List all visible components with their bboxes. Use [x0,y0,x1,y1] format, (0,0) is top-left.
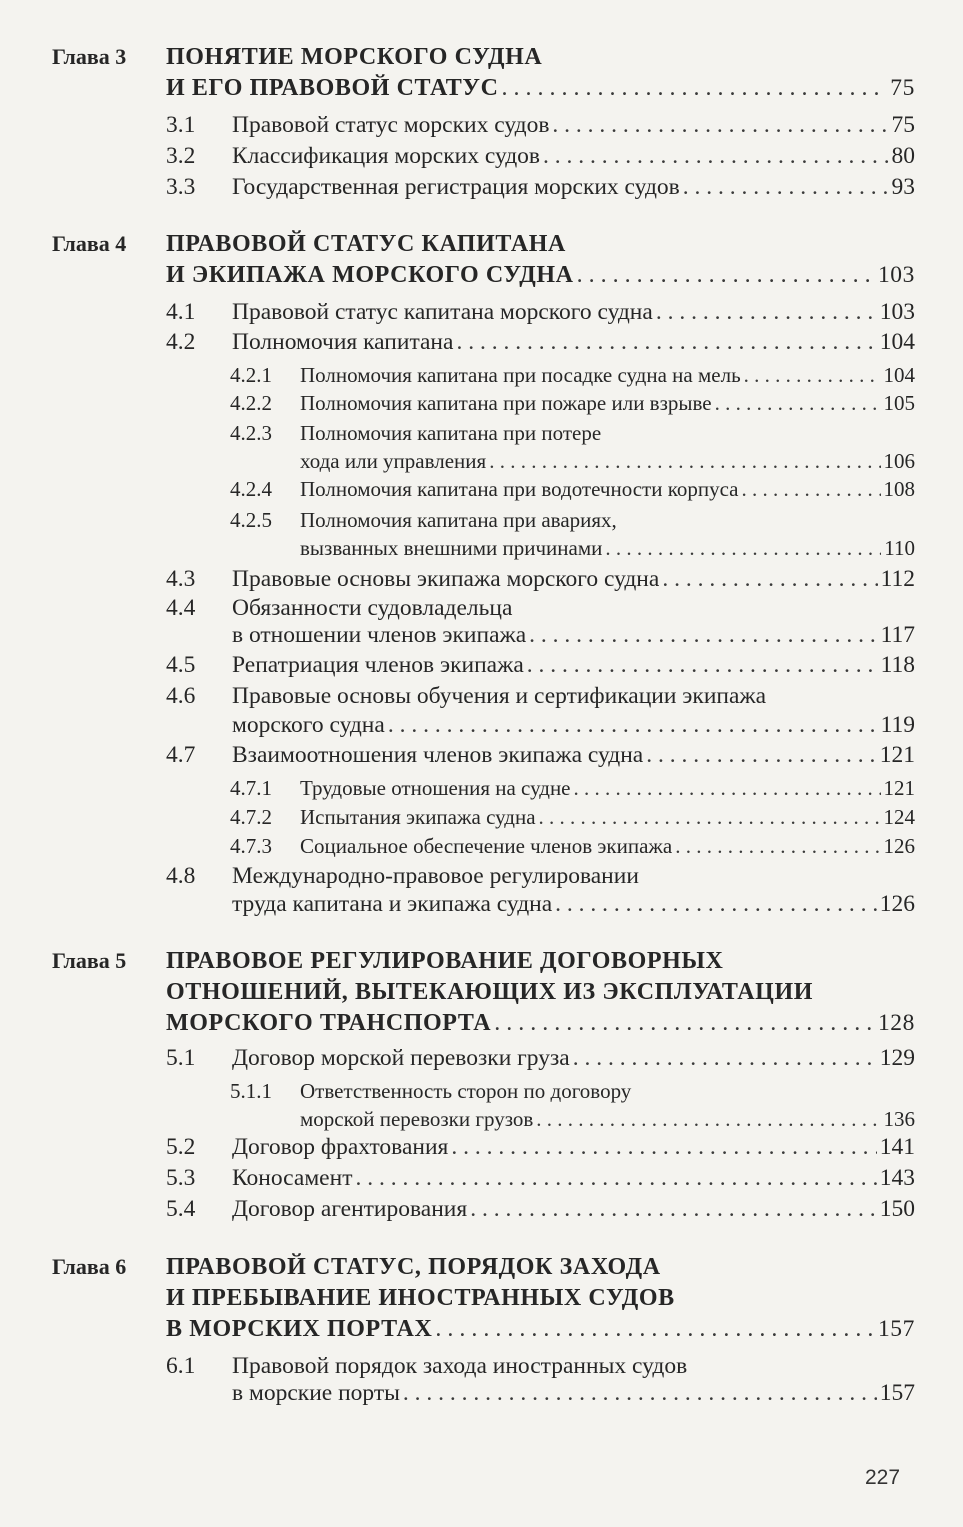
section-number: 4.2.5 [230,508,272,532]
section-number: 5.4 [166,1196,196,1222]
page-ref: 150 [879,1196,915,1222]
toc-subsection-line [0,418,963,448]
toc-chapter-line [0,1008,963,1038]
dot-leader [574,773,881,803]
dot-leader [662,564,877,594]
entry-title-row [232,564,915,594]
section-number: 4.5 [166,652,196,678]
page-ref: 118 [880,652,915,678]
entry-title: И ЕГО ПРАВОВОЙ СТАТУС [166,75,499,101]
entry-title-row [300,1076,915,1106]
dot-leader [577,260,875,290]
toc-subsection-line [0,1076,963,1106]
entry-title: Правовые основы обучения и сертификации экипажа [232,683,767,709]
toc-chapter-line [0,229,963,259]
chapter-label: Глава 4 [52,231,127,256]
section-number: 5.3 [166,1165,196,1191]
section-number: 4.2.4 [230,477,272,501]
section-number: 4.7.2 [230,805,272,829]
section-number: 4.2.2 [230,391,272,415]
toc-section-line [0,1194,963,1224]
toc-subsection-line [0,446,963,476]
entry-title-row [166,1252,915,1282]
section-number: 4.7.1 [230,776,272,800]
section-number: 4.2 [166,329,196,355]
dot-leader [552,110,888,140]
toc-subsection-line [0,474,963,504]
entry-title-row [232,740,915,770]
section-number: 6.1 [166,1353,196,1379]
section-number: 4.8 [166,863,196,889]
toc-section-line [0,681,963,711]
entry-title: Правовой порядок захода иностранных судов [232,1353,688,1379]
toc-section-line [0,172,963,202]
section-number: 4.3 [166,566,196,592]
entry-title: Репатриация членов экипажа [232,652,524,678]
dot-leader [355,1163,876,1193]
page-ref: 104 [879,329,915,355]
entry-title-row [300,360,915,390]
entry-title: в отношении членов экипажа [232,622,527,648]
page-ref: 103 [877,262,915,288]
page-ref: 106 [883,449,915,473]
page-ref: 117 [880,622,915,648]
toc-section-line [0,327,963,357]
section-number: 3.1 [166,112,196,138]
section-number: 4.4 [166,595,196,621]
page-ref: 121 [883,776,915,800]
dot-leader [573,1043,877,1073]
entry-title-row [232,1351,915,1381]
toc-chapter-line [0,260,963,290]
page-ref: 126 [879,891,915,917]
dot-leader [742,474,881,504]
dot-leader [456,327,876,357]
entry-title: Полномочия капитана при потере [300,421,602,445]
entry-title-row [300,831,915,861]
toc-chapter-line [0,42,963,72]
entry-title-row [232,861,915,891]
page-ref: 103 [879,299,915,325]
toc-subsection-line [0,505,963,535]
dot-leader [539,802,881,832]
entry-title-row [166,260,915,290]
entry-title-row [166,1008,915,1038]
entry-title: Договор агентирования [232,1196,468,1222]
entry-title: Полномочия капитана при пожаре или взрыве [300,391,712,415]
toc-subsection-line [0,831,963,861]
entry-title-row [232,1194,915,1224]
entry-title: Полномочия капитана при водотечности корпуса [300,477,739,501]
dot-leader [715,388,881,418]
toc-section-line [0,110,963,140]
dot-leader [489,446,880,476]
entry-title: Полномочия капитана [232,329,454,355]
dot-leader [543,141,888,171]
toc-chapter-line [0,1283,963,1313]
dot-leader [605,533,881,563]
entry-title-row [232,1163,915,1193]
entry-title-row [232,110,915,140]
dot-leader [656,297,877,327]
entry-title-row [232,650,915,680]
toc-section-line [0,650,963,680]
toc-subsection-line [0,360,963,390]
entry-title: Правовые основы экипажа морского судна [232,566,660,592]
entry-title-row [166,73,915,103]
toc-section-line [0,141,963,171]
entry-title-row [232,710,915,740]
dot-leader [529,620,877,650]
entry-title-row [232,681,915,711]
dot-leader [555,889,877,919]
entry-title: Международно-правовое регулировании [232,863,639,889]
entry-title: МОРСКОГО ТРАНСПОРТА [166,1010,492,1036]
dot-leader [744,360,881,390]
entry-title-row [232,141,915,171]
page-ref: 112 [880,566,915,592]
entry-title-row [300,446,915,476]
entry-title: Договор морской перевозки груза [232,1045,570,1071]
toc-section-line [0,1351,963,1381]
entry-title: Полномочия капитана при посадке судна на мель [300,363,741,387]
entry-title-row [232,327,915,357]
toc-section-line [0,1043,963,1073]
toc-section-line [0,1163,963,1193]
section-number: 5.2 [166,1134,196,1160]
page-ref: 128 [877,1010,915,1036]
dot-leader [536,1104,880,1134]
toc-chapter-line [0,977,963,1007]
entry-title: Правовой статус капитана морского судна [232,299,653,325]
toc-section-line [0,620,963,650]
entry-title-row [166,42,915,72]
entry-title: Ответственность сторон по договору [300,1079,632,1103]
entry-title: И ЭКИПАЖА МОРСКОГО СУДНА [166,262,574,288]
page-ref: 75 [890,75,915,101]
dot-leader [451,1132,876,1162]
page-ref: 136 [883,1107,915,1131]
page-ref: 121 [879,742,915,768]
entry-title: Полномочия капитана при авариях, [300,508,617,532]
entry-title-row [300,474,915,504]
toc-chapter-line [0,946,963,976]
toc-chapter-line [0,1314,963,1344]
dot-leader [502,73,888,103]
toc-section-line [0,564,963,594]
entry-title: ОТНОШЕНИЙ, ВЫТЕКАЮЩИХ ИЗ ЭКСПЛУАТАЦИИ [166,979,813,1005]
toc-section-line [0,710,963,740]
entry-title-row [166,229,915,259]
entry-title: морской перевозки грузов [300,1107,534,1131]
entry-title-row [300,418,915,448]
chapter-label: Глава 5 [52,948,127,973]
entry-title-row [166,946,915,976]
toc-section-line [0,1378,963,1408]
entry-title: Классификация морских судов [232,143,541,169]
toc-subsection-line [0,533,963,563]
entry-title-row [300,1104,915,1134]
section-number: 4.6 [166,683,196,709]
page-ref: 126 [883,834,915,858]
page-ref: 141 [879,1134,915,1160]
entry-title: В МОРСКИХ ПОРТАХ [166,1316,433,1342]
entry-title-row [166,1283,915,1313]
entry-title: труда капитана и экипажа судна [232,891,553,917]
toc-subsection-line [0,773,963,803]
dot-leader [646,740,877,770]
dot-leader [403,1378,877,1408]
dot-leader [388,710,878,740]
toc-section-line [0,593,963,623]
toc-section-line [0,1132,963,1162]
entry-title-row [166,977,915,1007]
entry-title: Взаимоотношения членов экипажа судна [232,742,644,768]
entry-title: Государственная регистрация морских судов [232,174,680,200]
entry-title: Договор фрахтования [232,1134,449,1160]
section-number: 3.3 [166,174,196,200]
section-number: 3.2 [166,143,196,169]
section-number: 4.2.3 [230,421,272,445]
entry-title-row [232,593,915,623]
entry-title-row [300,505,915,535]
page-ref: 157 [877,1316,915,1342]
toc-section-line [0,889,963,919]
toc-section-line [0,297,963,327]
entry-title: Испытания экипажа судна [300,805,536,829]
section-number: 5.1 [166,1045,196,1071]
toc-subsection-line [0,388,963,418]
page-ref: 129 [879,1045,915,1071]
entry-title: ПОНЯТИЕ МОРСКОГО СУДНА [166,44,543,70]
page-ref: 80 [891,143,915,169]
entry-title: вызванных внешними причинами [300,536,603,560]
page-ref: 143 [879,1165,915,1191]
chapter-label: Глава 3 [52,44,127,69]
toc-chapter-line [0,73,963,103]
page-ref: 110 [884,536,915,560]
entry-title: Социальное обеспечение членов экипажа [300,834,673,858]
dot-leader [683,172,889,202]
entry-title-row [300,388,915,418]
entry-title: ПРАВОВОЙ СТАТУС КАПИТАНА [166,231,566,257]
section-number: 4.2.1 [230,363,272,387]
page-ref: 104 [883,363,915,387]
entry-title: в морские порты [232,1380,400,1406]
entry-title-row [232,620,915,650]
entry-title: ПРАВОВОЙ СТАТУС, ПОРЯДОК ЗАХОДА [166,1254,661,1280]
entry-title: Коносамент [232,1165,353,1191]
toc-subsection-line [0,1104,963,1134]
section-number: 4.7.3 [230,834,272,858]
entry-title: Правовой статус морских судов [232,112,550,138]
entry-title-row [300,533,915,563]
entry-title-row [232,172,915,202]
entry-title-row [300,773,915,803]
entry-title-row [166,1314,915,1344]
entry-title-row [232,297,915,327]
page-number: 227 [865,1466,901,1489]
chapter-label: Глава 6 [52,1254,127,1279]
section-number: 4.7 [166,742,196,768]
page-ref: 119 [880,712,915,738]
entry-title: морского судна [232,712,385,738]
entry-title: хода или управления [300,449,487,473]
page-ref: 93 [891,174,915,200]
dot-leader [470,1194,877,1224]
page-ref: 105 [883,391,915,415]
toc-chapter-line [0,1252,963,1282]
entry-title-row [232,1043,915,1073]
page-ref: 124 [883,805,915,829]
entry-title: Обязанности судовладельца [232,595,513,621]
entry-title: И ПРЕБЫВАНИЕ ИНОСТРАННЫХ СУДОВ [166,1285,675,1311]
dot-leader [494,1008,875,1038]
page-ref: 75 [891,112,915,138]
dot-leader [435,1314,875,1344]
toc-section-line [0,861,963,891]
page-ref: 108 [883,477,915,501]
section-number: 5.1.1 [230,1079,272,1103]
dot-leader [675,831,880,861]
page-ref: 157 [879,1380,915,1406]
entry-title: Трудовые отношения на судне [300,776,571,800]
dot-leader [527,650,878,680]
section-number: 4.1 [166,299,196,325]
entry-title-row [232,889,915,919]
entry-title-row [300,802,915,832]
toc-section-line [0,740,963,770]
entry-title-row [232,1132,915,1162]
entry-title: ПРАВОВОЕ РЕГУЛИРОВАНИЕ ДОГОВОРНЫХ [166,948,724,974]
entry-title-row [232,1378,915,1408]
toc-subsection-line [0,802,963,832]
